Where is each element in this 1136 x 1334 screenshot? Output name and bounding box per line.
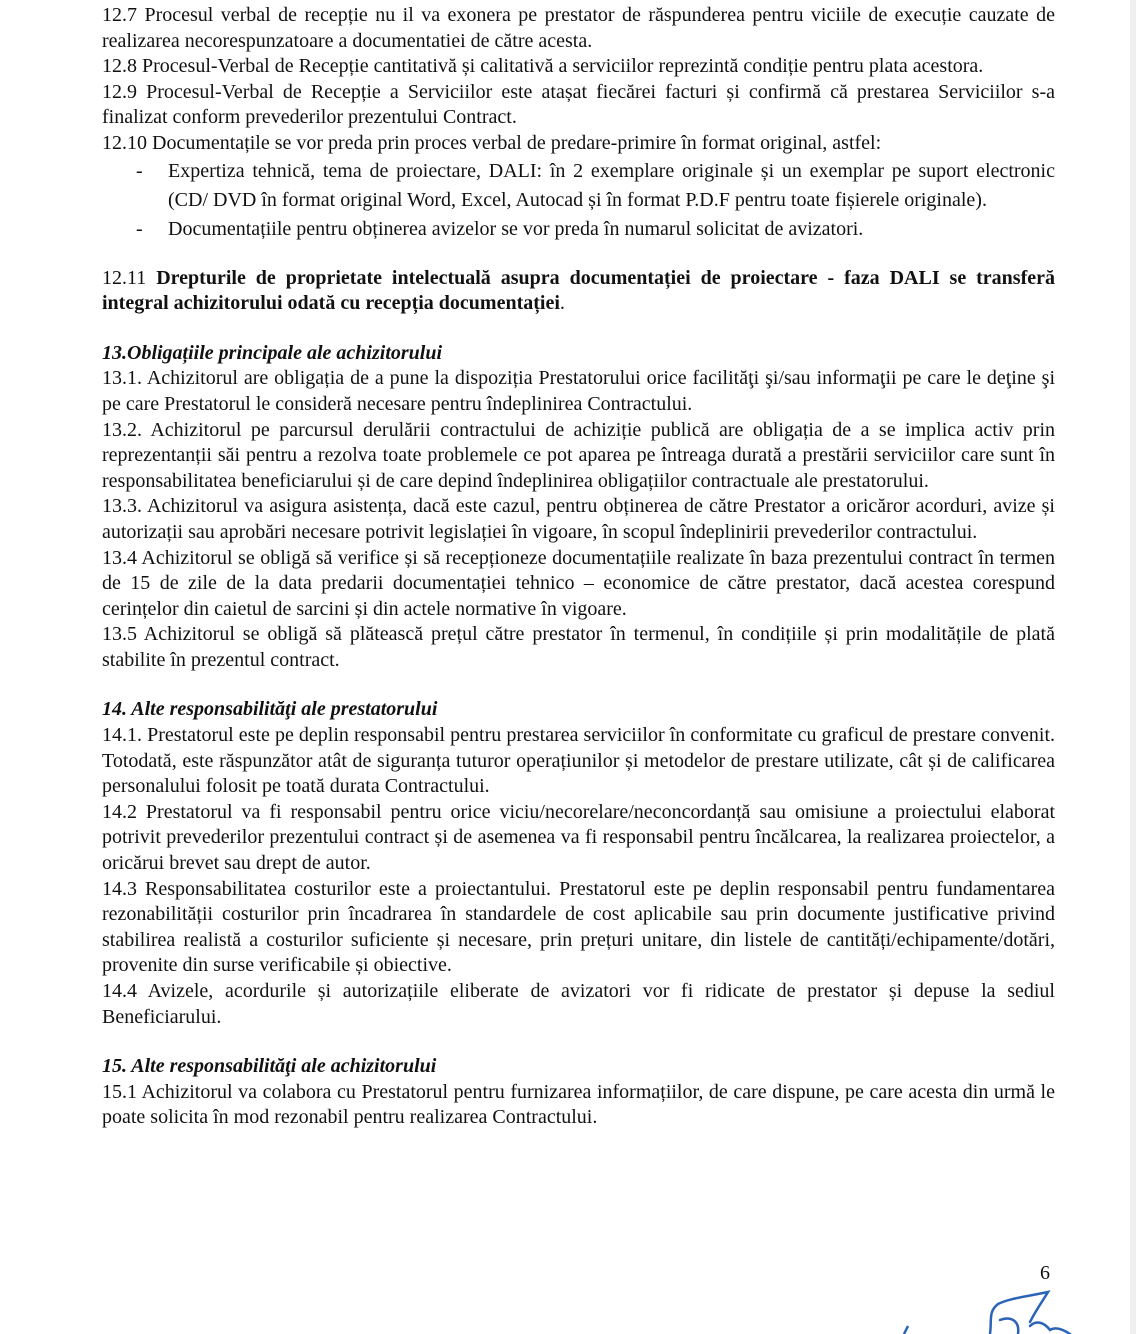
clause-14-4: 14.4 Avizele, acordurile și autorizațiile eliberate de avizatori vor fi ridicate de prestator și depuse la sediul Beneficiarului. (102, 980, 1055, 1028)
clause-end: . (559, 292, 565, 315)
scan-edge (1130, 0, 1136, 1334)
section-13-heading: 13.Obligațiile principale ale achizitorului (102, 341, 443, 364)
clause-12-11 (102, 266, 1055, 317)
bullet-dash: - (136, 217, 143, 240)
clause-15-1: 15.1 Achizitorul va colabora cu Prestatorul pentru furnizarea informațiilor, de care dispune, pe care acesta din urmă le poate solicita în mod rezonabil pentru realizarea Contractului. (102, 1080, 1055, 1129)
clause-14-3: 14.3 Responsabilitatea costurilor este a proiectantului. Prestatorul este pe deplin responsabil pentru fundamentarea rezonabilității costurilor prin încadrarea în standardele de cost aplicabile sau prin documente justificative privind stabilirea realistă a costurilor suficiente și necesare, prin prețuri unitare, din listele de cantități/echipamente/dotări, provenite din surse verificabile și obiective. (102, 877, 1055, 977)
clause-12-8: 12.8 Procesul-Verbal de Recepție cantitativă și calitativă a serviciilor reprezintă condiție pentru plata acestora. (102, 55, 984, 78)
clause-14-1: 14.1. Prestatorul este pe deplin responsabil pentru prestarea serviciilor în conformitate cu graficul de prestare convenit. Totodată, este răspunzător atât de siguranța tuturor operațiunilor și metodelor de prestare utilizate, cât și de calificarea personalului folosit pe toată durata Contractului. (102, 724, 1055, 798)
clause-14-2: 14.2 Prestatorul va fi responsabil pentru orice viciu/necorelare/neconcordanță sau omisiune a proiectului elaborat potrivit prevederilor prezentului contract și de asemenea va fi responsabil pentru încălcarea, la realizarea proiectelor, a oricărui brevet sau drept de autor. (102, 800, 1055, 875)
list-item-text: Documentațiile pentru obținerea avizelor se vor preda în numarul solicitat de avizatori. (168, 217, 864, 240)
clause-bold-text: Drepturile de proprietate intelectuală asupra documentației de proiectare - faza DALI se transferă integral achizitorului odată cu recepția documentației (102, 266, 1055, 315)
signature-icon (880, 1290, 1080, 1334)
clause-13-3: 13.3. Achizitorul va asigura asistența, dacă este cazul, pentru obținerea de către Prestator a oricăror acorduri, avize și autorizații sau aprobări necesare potrivit legislației în vigoare, în scopul îndeplinirii prevederilor contractului. (102, 495, 1055, 543)
document-page (102, 3, 1055, 1131)
clause-13-2: 13.2. Achizitorul pe parcursul derulării contractului de achiziție publică are obligația de a se implica activ prin reprezentanții săi pentru a rezolva toate problemele ce pot aparea pe întreaga durată a prestării serviciilor care sunt în responsabilitatea beneficiarului și de care depind îndeplinirea obligațiilor contractuale ale prestatorului. (102, 418, 1055, 492)
clause-13-1: 13.1. Achizitorul are obligația de a pune la dispoziția Prestatorului orice facilităţi şi/sau informaţii pe care le deţine şi pe care Prestatorul le consideră necesare pentru îndeplinirea Contractului. (102, 367, 1055, 415)
clause-12-7: 12.7 Procesul verbal de recepție nu il va exonera pe prestator de răspunderea pentru viciile de execuție cauzate de realizarea necorespunzatoare a documentatiei de către acesta. (102, 4, 1055, 52)
list-item (102, 215, 1055, 244)
clause-12-9: 12.9 Procesul-Verbal de Recepție a Serviciilor este atașat fiecărei facturi și confirmă că prestarea Serviciilor s-a finalizat conform prevederilor prezentului Contract. (102, 80, 1055, 129)
section-15-heading: 15. Alte responsabilităţi ale achizitorului (102, 1055, 437, 1078)
clause-12-10: 12.10 Documentațile se vor preda prin proces verbal de predare-primire în format original, astfel: (102, 131, 882, 154)
clause-13-5: 13.5 Achizitorul se obligă să plătească prețul către prestator în termenul, în condițiile și prin modalitățile de plată stabilite în prezentul contract. (102, 623, 1055, 671)
bullet-dash: - (136, 159, 143, 182)
list-item (102, 157, 1055, 215)
clause-number: 12.11 (102, 266, 147, 289)
clause-13-4: 13.4 Achizitorul se obligă să verifice și să recepționeze documentațiile realizate în baza prezentului contract în termen de 15 de zile de la data predarii documentației tehnico – economice de către prestator, dacă acestea corespund cerințelor din caietul de sarcini și din actele normative în vigoare. (102, 546, 1055, 620)
page-number: 6 (1040, 1262, 1050, 1284)
list-item-text: Expertiza tehnică, tema de proiectare, DALI: în 2 exemplare originale și un exemplar pe suport electronic (CD/ DVD în format original Word, Excel, Autocad și în format P.D.F pentru toate fișierele originale). (168, 159, 1055, 211)
delivery-list (102, 157, 1055, 244)
section-14-heading: 14. Alte responsabilităţi ale prestatorului (102, 698, 438, 721)
